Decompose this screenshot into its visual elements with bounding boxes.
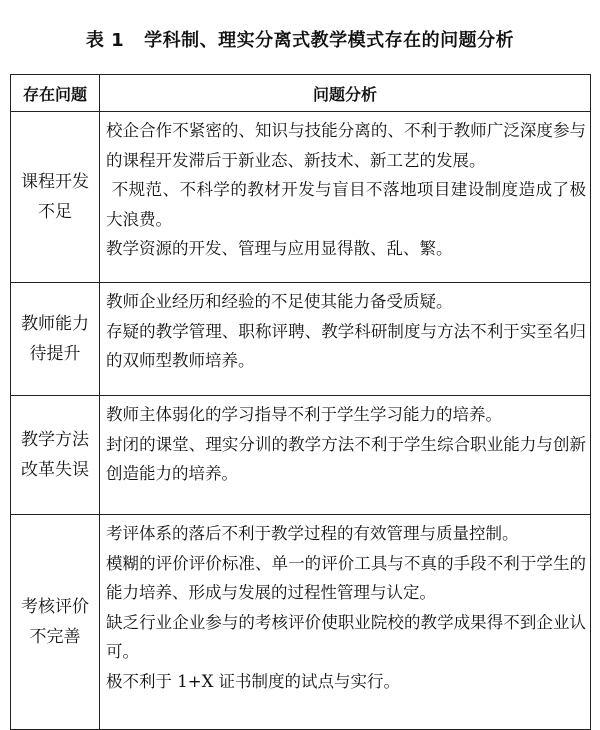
issue-cell <box>11 283 100 396</box>
table-caption <box>0 26 600 52</box>
table-row <box>11 283 591 396</box>
issue-label-line: 待提升 <box>29 344 81 364</box>
analysis-cell <box>100 112 591 283</box>
table-row <box>11 112 591 283</box>
analysis-paragraph: 封闭的课堂、理实分训的教学方法不利于学生综合职业能力与创新创造能力的培养。 <box>106 434 586 483</box>
issue-label-line: 不完善 <box>29 627 81 647</box>
table-number: 表 1 <box>85 30 125 51</box>
analysis-paragraph: 不规范、不科学的教材开发与盲目不落地项目建设制度造成了极大浪费。 <box>106 180 586 229</box>
analysis-paragraph: 教师主体弱化的学习指导不利于学生学习能力的培养。 <box>106 405 502 424</box>
table-row <box>11 396 591 515</box>
analysis-paragraph: 教师企业经历和经验的不足使其能力备受质疑。 <box>106 292 453 311</box>
analysis-paragraph: 极不利于 1+X 证书制度的试点与实行。 <box>106 671 401 691</box>
header-analysis: 问题分析 <box>100 75 591 112</box>
issue-label-line: 不足 <box>38 202 72 222</box>
table-row <box>11 515 591 730</box>
issue-label-line: 考核评价 <box>21 597 89 617</box>
header-issue: 存在问题 <box>11 75 100 112</box>
analysis-cell <box>100 396 591 515</box>
issue-label-line: 课程开发 <box>21 172 89 192</box>
analysis-paragraph: 存疑的教学管理、职称评聘、教学科研制度与方法不利于实至名归的双师型教师培养。 <box>106 321 586 370</box>
analysis-cell <box>100 283 591 396</box>
analysis-paragraph: 校企合作不紧密的、知识与技能分离的、不利于教师广泛深度参与的课程开发滞后于新业态、新技术、新工艺的发展。 <box>106 121 586 170</box>
issue-cell <box>11 396 100 515</box>
analysis-paragraph: 缺乏行业企业参与的考核评价使职业院校的教学成果得不到企业认可。 <box>106 612 586 661</box>
issue-cell <box>11 112 100 283</box>
issue-cell <box>11 515 100 730</box>
analysis-paragraph: 模糊的评价评价标准、单一的评价工具与不真的手段不利于学生的能力培养、形成与发展的过程性管理与认定。 <box>106 553 586 602</box>
table-title: 学科制、理实分离式教学模式存在的问题分析 <box>144 30 515 51</box>
issues-table <box>10 74 591 730</box>
issue-label-line: 教师能力 <box>21 314 89 334</box>
analysis-paragraph: 教学资源的开发、管理与应用显得散、乱、繁。 <box>106 239 453 258</box>
analysis-cell <box>100 515 591 730</box>
analysis-paragraph: 考评体系的落后不利于教学过程的有效管理与质量控制。 <box>106 524 519 543</box>
issue-label-line: 教学方法 <box>21 430 89 450</box>
issue-label-line: 改革失误 <box>21 460 89 480</box>
header-row <box>11 75 591 112</box>
